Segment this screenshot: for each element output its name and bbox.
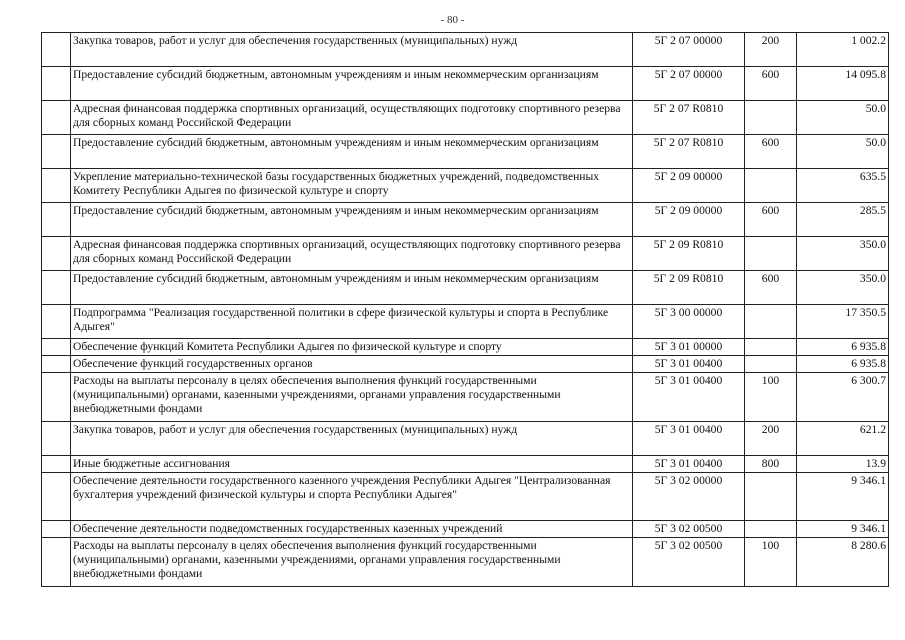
item-name: Обеспечение функций Комитета Республики Адыгея по физической культуре и спорту xyxy=(71,339,633,356)
table-row xyxy=(42,473,889,521)
item-name: Закупка товаров, работ и услуг для обеспечения государственных (муниципальных) нужд xyxy=(71,33,633,67)
table-row xyxy=(42,422,889,456)
blank-cell xyxy=(42,67,71,101)
item-name: Подпрограмма "Реализация государственной политики в сфере физической культуры и спорта в Республике Адыгея" xyxy=(71,305,633,339)
amount: 6 300.7 xyxy=(797,373,889,422)
target-code: 5Г 3 01 00000 xyxy=(633,339,745,356)
page-number: - 80 - xyxy=(440,14,465,26)
blank-cell xyxy=(42,456,71,473)
blank-cell xyxy=(42,169,71,203)
blank-cell xyxy=(42,135,71,169)
blank-cell xyxy=(42,422,71,456)
target-code: 5Г 2 09 00000 xyxy=(633,169,745,203)
target-code: 5Г 2 09 R0810 xyxy=(633,237,745,271)
table-row xyxy=(42,169,889,203)
blank-cell xyxy=(42,305,71,339)
expense-type: 100 xyxy=(745,538,797,587)
table-row xyxy=(42,373,889,422)
expense-type: 200 xyxy=(745,422,797,456)
expense-type: 200 xyxy=(745,33,797,67)
expense-type xyxy=(745,101,797,135)
amount: 14 095.8 xyxy=(797,67,889,101)
expense-type xyxy=(745,305,797,339)
item-name: Предоставление субсидий бюджетным, автономным учреждениям и иным некоммерческим организациям xyxy=(71,271,633,305)
table-row xyxy=(42,339,889,356)
expense-type xyxy=(745,237,797,271)
blank-cell xyxy=(42,373,71,422)
table-row xyxy=(42,305,889,339)
blank-cell xyxy=(42,33,71,67)
target-code: 5Г 3 02 00000 xyxy=(633,473,745,521)
target-code: 5Г 2 07 R0810 xyxy=(633,101,745,135)
table-row xyxy=(42,203,889,237)
target-code: 5Г 3 01 00400 xyxy=(633,373,745,422)
target-code: 5Г 2 09 00000 xyxy=(633,203,745,237)
amount: 50.0 xyxy=(797,101,889,135)
target-code: 5Г 2 07 00000 xyxy=(633,67,745,101)
expense-type xyxy=(745,473,797,521)
table-row xyxy=(42,135,889,169)
table-row xyxy=(42,101,889,135)
amount: 13.9 xyxy=(797,456,889,473)
table-row xyxy=(42,521,889,538)
table-row xyxy=(42,33,889,67)
amount: 6 935.8 xyxy=(797,356,889,373)
expense-type: 800 xyxy=(745,456,797,473)
target-code: 5Г 2 07 00000 xyxy=(633,33,745,67)
target-code: 5Г 3 01 00400 xyxy=(633,356,745,373)
item-name: Закупка товаров, работ и услуг для обеспечения государственных (муниципальных) нужд xyxy=(71,422,633,456)
item-name: Обеспечение функций государственных органов xyxy=(71,356,633,373)
expense-type xyxy=(745,356,797,373)
expense-type: 600 xyxy=(745,271,797,305)
target-code: 5Г 3 02 00500 xyxy=(633,521,745,538)
item-name: Адресная финансовая поддержка спортивных организаций, осуществляющих подготовку спортивного резерва для сборных команд Российской Федерации xyxy=(71,237,633,271)
amount: 350.0 xyxy=(797,271,889,305)
blank-cell xyxy=(42,473,71,521)
blank-cell xyxy=(42,237,71,271)
blank-cell xyxy=(42,356,71,373)
expense-type xyxy=(745,339,797,356)
amount: 8 280.6 xyxy=(797,538,889,587)
blank-cell xyxy=(42,271,71,305)
item-name: Обеспечение деятельности государственного казенного учреждения Республики Адыгея "Централизованная бухгалтерия учреждений физической культуры и спорта Республики Адыгея" xyxy=(71,473,633,521)
table-row xyxy=(42,271,889,305)
target-code: 5Г 3 02 00500 xyxy=(633,538,745,587)
target-code: 5Г 2 09 R0810 xyxy=(633,271,745,305)
amount: 9 346.1 xyxy=(797,473,889,521)
budget-table-body xyxy=(42,33,889,587)
table-row xyxy=(42,538,889,587)
expense-type xyxy=(745,169,797,203)
blank-cell xyxy=(42,339,71,356)
blank-cell xyxy=(42,538,71,587)
budget-table xyxy=(41,32,889,587)
blank-cell xyxy=(42,521,71,538)
amount: 621.2 xyxy=(797,422,889,456)
blank-cell xyxy=(42,203,71,237)
table-row xyxy=(42,67,889,101)
amount: 635.5 xyxy=(797,169,889,203)
expense-type: 600 xyxy=(745,67,797,101)
table-row xyxy=(42,356,889,373)
item-name: Предоставление субсидий бюджетным, автономным учреждениям и иным некоммерческим организациям xyxy=(71,203,633,237)
item-name: Обеспечение деятельности подведомственных государственных казенных учреждений xyxy=(71,521,633,538)
item-name: Укрепление материально-технической базы государственных бюджетных учреждений, подведомственных Комитету Республики Адыгея по физической культуре и спорту xyxy=(71,169,633,203)
target-code: 5Г 3 00 00000 xyxy=(633,305,745,339)
expense-type: 600 xyxy=(745,135,797,169)
amount: 6 935.8 xyxy=(797,339,889,356)
target-code: 5Г 3 01 00400 xyxy=(633,422,745,456)
amount: 17 350.5 xyxy=(797,305,889,339)
amount: 50.0 xyxy=(797,135,889,169)
amount: 350.0 xyxy=(797,237,889,271)
blank-cell xyxy=(42,101,71,135)
item-name: Предоставление субсидий бюджетным, автономным учреждениям и иным некоммерческим организациям xyxy=(71,67,633,101)
expense-type xyxy=(745,521,797,538)
expense-type: 100 xyxy=(745,373,797,422)
item-name: Адресная финансовая поддержка спортивных организаций, осуществляющих подготовку спортивного резерва для сборных команд Российской Федерации xyxy=(71,101,633,135)
table-row xyxy=(42,456,889,473)
target-code: 5Г 3 01 00400 xyxy=(633,456,745,473)
expense-type: 600 xyxy=(745,203,797,237)
table-row xyxy=(42,237,889,271)
item-name: Иные бюджетные ассигнования xyxy=(71,456,633,473)
amount: 285.5 xyxy=(797,203,889,237)
item-name: Предоставление субсидий бюджетным, автономным учреждениям и иным некоммерческим организациям xyxy=(71,135,633,169)
amount: 1 002.2 xyxy=(797,33,889,67)
item-name: Расходы на выплаты персоналу в целях обеспечения выполнения функций государственными (муниципальными) органами, казенными учреждениями, органами управления государственными внебюджетными фондами xyxy=(71,538,633,587)
target-code: 5Г 2 07 R0810 xyxy=(633,135,745,169)
item-name: Расходы на выплаты персоналу в целях обеспечения выполнения функций государственными (муниципальными) органами, казенными учреждениями, органами управления государственными внебюджетными фондами xyxy=(71,373,633,422)
amount: 9 346.1 xyxy=(797,521,889,538)
